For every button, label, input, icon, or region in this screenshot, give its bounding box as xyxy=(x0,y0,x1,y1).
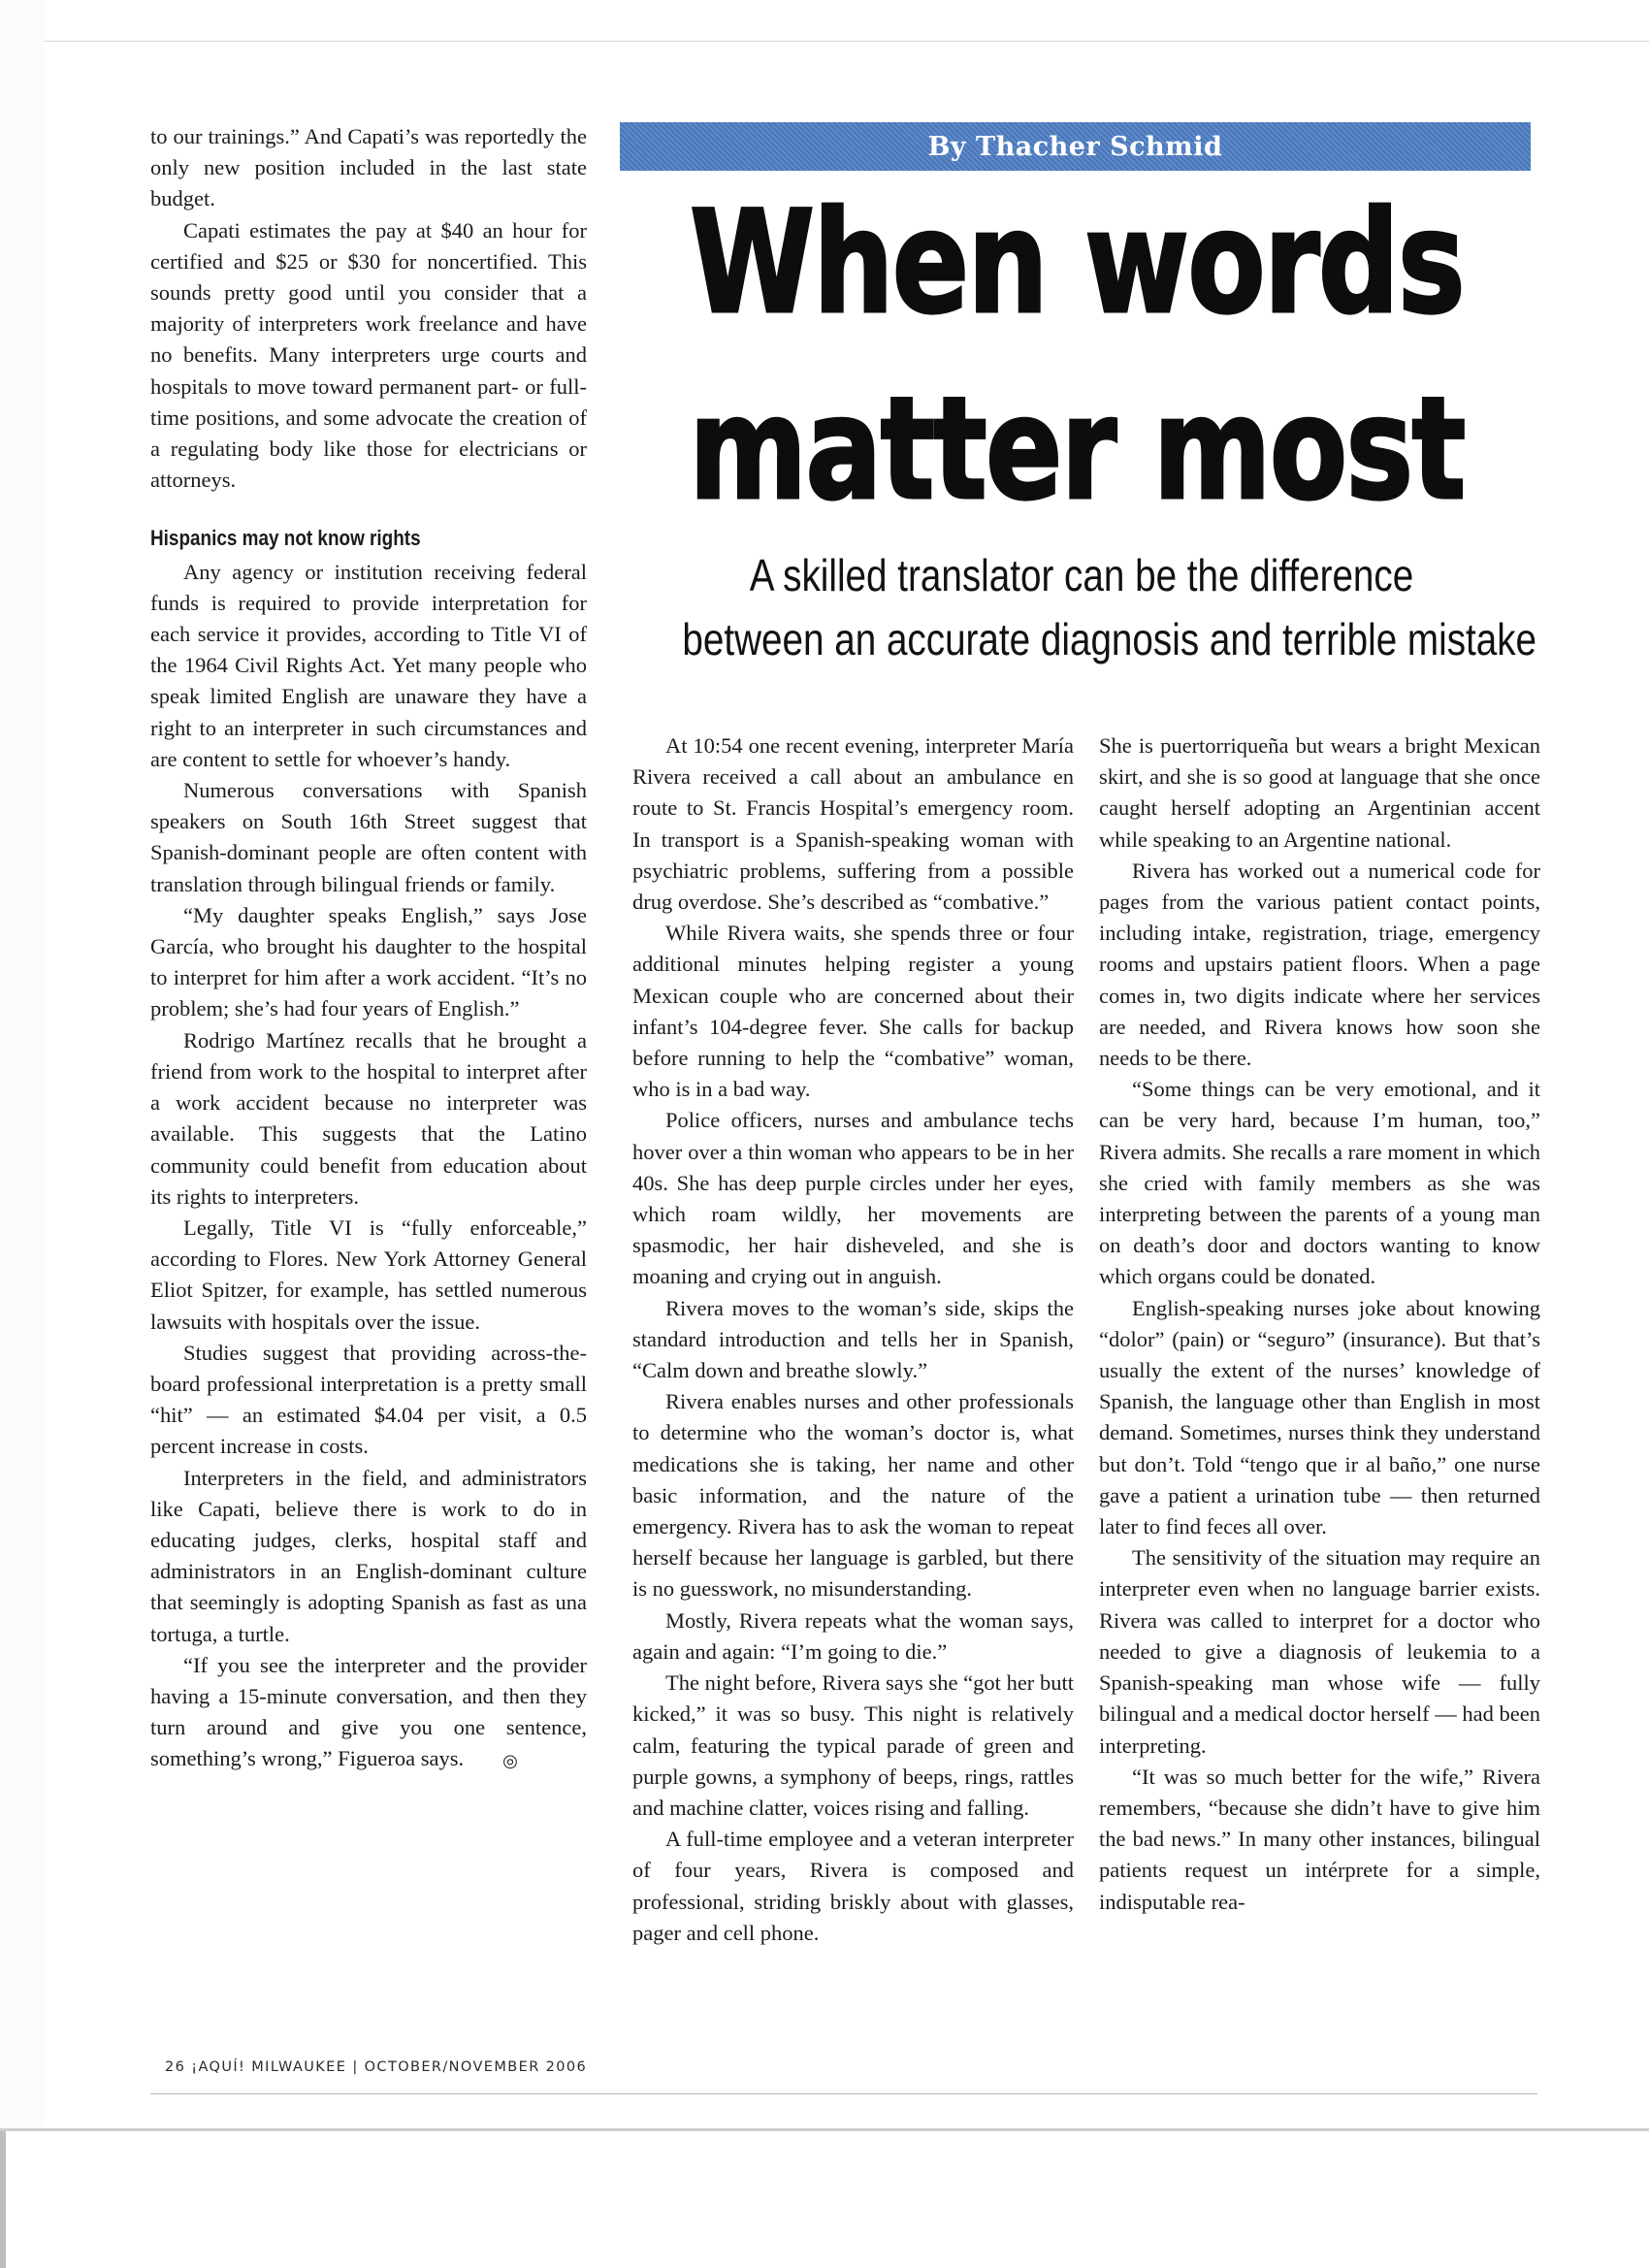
middle-paragraph: While Rivera waits, she spends three or four additional minutes helping register a young Mexican couple who are concerned about their infant’s 104-degree fever. She calls for backup before running to help the “combative” woman, who is in a bad way. xyxy=(632,921,1074,1102)
headline-line-2: matter most xyxy=(689,367,1465,532)
headline xyxy=(582,170,1571,542)
left-paragraph: Any agency or institution receiving federal funds is required to provide interpretation for each service it provides, according to Title VI of the 1964 Civil Rights Act. Yet many people who speak limited English are unaware they have a right to an interpreter in such circumstances and are content to settle for whoever’s handy. xyxy=(150,559,587,771)
left-paragraph-last xyxy=(150,1650,587,1777)
right-paragraph: “Some things can be very emotional, and it can be very hard, because I’m human, too,” Rivera admits. She recalls a rare moment in which she cried with family members as she was interpreting between the parents of a young man on death’s door and doctors wanting to know which organs could be donated. xyxy=(1099,1077,1540,1289)
right-column xyxy=(1099,730,1540,1918)
left-paragraph: Capati estimates the pay at $40 an hour for certified and $25 or $30 for noncertified. This sounds pretty good until you consider that a majority of interpreters work freelance and have no benefits. Many interpreters urge courts and hospitals to move toward permanent part- or full-time positions, and some advocate the creation of a regulating body like those for electricians or attorneys. xyxy=(150,217,587,493)
right-paragraph: She is puertorriqueña but wears a bright Mexican skirt, and she is so good at language that she once caught herself adopting an Argentinian accent while speaking to an Argentine national. xyxy=(1099,733,1540,852)
left-paragraph: Interpreters in the field, and administrators like Capati, believe there is work to do in educating judges, clerks, hospital staff and administrators in an English-dominant culture that seemingly is adopting Spanish as fast as una tortuga, a turtle. xyxy=(150,1465,587,1646)
headline-line-1: When words xyxy=(690,180,1464,345)
middle-paragraph: The night before, Rivera says she “got her butt kicked,” it was so busy. This night is relatively calm, featuring the typical parade of green and purple gowns, a symphony of beeps, rings, rattles and machine clatter, voices rising and falling. xyxy=(632,1670,1074,1820)
right-paragraph: English-speaking nurses joke about knowing “dolor” (pain) or “seguro” (insurance). But that’s usually the extent of the nurses’ knowledge of Spanish, the language other than English in most demand. Sometimes, nurses think they understand but don’t. Told “tengo que ir al baño,” one nurse gave a patient a urination tube — then returned later to find feces all over. xyxy=(1099,1295,1540,1539)
right-paragraph: Rivera has worked out a numerical code for pages from the various patient contact points, including intake, registration, triage, emergency rooms and upstairs patient floors. When a page comes in, two digits indicate where her services are needed, and Rivera knows how soon she needs to be there. xyxy=(1099,858,1540,1071)
left-column xyxy=(150,121,587,1776)
middle-paragraph: Rivera moves to the woman’s side, skips the standard introduction and tells her in Spanish, “Calm down and breathe slowly.” xyxy=(632,1295,1074,1383)
middle-paragraph: At 10:54 one recent evening, interpreter María Rivera received a call about an ambulance en route to St. Francis Hospital’s emergency room. In transport is a Spanish-speaking woman with psychiatric problems, suffering from a possible drug overdose. She’s described as “combative.” xyxy=(632,733,1074,915)
deck xyxy=(606,543,1557,671)
scan-edge xyxy=(0,0,45,2268)
section-subhead: Hispanics may not know rights xyxy=(150,526,421,551)
deck-line-2: between an accurate diagnosis and terrible mistake xyxy=(682,614,1537,664)
scan-top-line xyxy=(45,41,1649,42)
left-paragraph: Numerous conversations with Spanish speakers on South 16th Street suggest that Spanish-dominant people are often content with translation through bilingual friends or family. xyxy=(150,778,587,896)
left-paragraph: Studies suggest that providing across-the-board professional interpretation is a pretty small “hit” — an estimated $4.04 per visit, a 0.5 percent increase in costs. xyxy=(150,1340,587,1459)
middle-paragraph: Rivera enables nurses and other professionals to determine who the woman’s doctor is, what medications she is taking, her name and other basic information, and the nature of the emergency. Rivera has to ask the woman to repeat herself because her language is garbled, but there is no guesswork, no misunderstanding. xyxy=(632,1389,1074,1602)
left-paragraph: Legally, Title VI is “fully enforceable,” according to Flores. New York Attorney General Eliot Spitzer, for example, has settled numerous lawsuits with hospitals over the issue. xyxy=(150,1215,587,1334)
end-mark-icon: ◎ xyxy=(502,1751,518,1771)
right-paragraph: “It was so much better for the wife,” Rivera remembers, “because she didn’t have to give him the bad news.” In many other instances, bilingual patients request un intérprete for a simple, indisputable rea- xyxy=(1099,1764,1540,1914)
left-paragraph: to our trainings.” And Capati’s was reportedly the only new position included in the last state budget. xyxy=(150,124,587,211)
byline: By Thacher Schmid xyxy=(927,131,1223,162)
left-paragraph-text: “If you see the interpreter and the provider having a 15-minute conversation, and then they turn around and give you one sentence, something’s wrong,” Figueroa says. xyxy=(150,1652,587,1771)
deck-line-1: A skilled translator can be the difference xyxy=(749,550,1414,600)
middle-column xyxy=(632,730,1074,1949)
byline-bar xyxy=(620,122,1531,171)
left-paragraph: Rodrigo Martínez recalls that he brought a friend from work to the hospital to interpret after a work accident because no interpreter was available. This suggests that the Latino community could benefit from education about its rights to interpreters. xyxy=(150,1027,587,1209)
footer-rule xyxy=(150,2093,1537,2094)
scan-bottom-area xyxy=(0,2131,1649,2268)
page-footer: 26 ¡AQUÍ! MILWAUKEE | OCTOBER/NOVEMBER 2006 xyxy=(165,2059,588,2075)
middle-paragraph: A full-time employee and a veteran interpreter of four years, Rivera is composed and professional, striding briskly about with glasses, pager and cell phone. xyxy=(632,1827,1074,1945)
middle-paragraph: Mostly, Rivera repeats what the woman says, again and again: “I’m going to die.” xyxy=(632,1607,1074,1664)
right-paragraph: The sensitivity of the situation may require an interpreter even when no language barrier exists. Rivera was called to interpret for a doctor who needed to give a diagnosis of leukemia to a Spanish-speaking man whose wife — fully bilingual and a medical doctor herself — had been interpreting. xyxy=(1099,1545,1540,1758)
middle-paragraph: Police officers, nurses and ambulance techs hover over a thin woman who appears to be in her 40s. She has deep purple circles under her eyes, which roam wildly, her movements are spasmodic, her hair disheveled, and she is moaning and crying out in anguish. xyxy=(632,1108,1074,1289)
left-paragraph: “My daughter speaks English,” says Jose García, who brought his daughter to the hospital to interpret for him after a work accident. “It’s no problem; she’s had four years of English.” xyxy=(150,902,587,1021)
